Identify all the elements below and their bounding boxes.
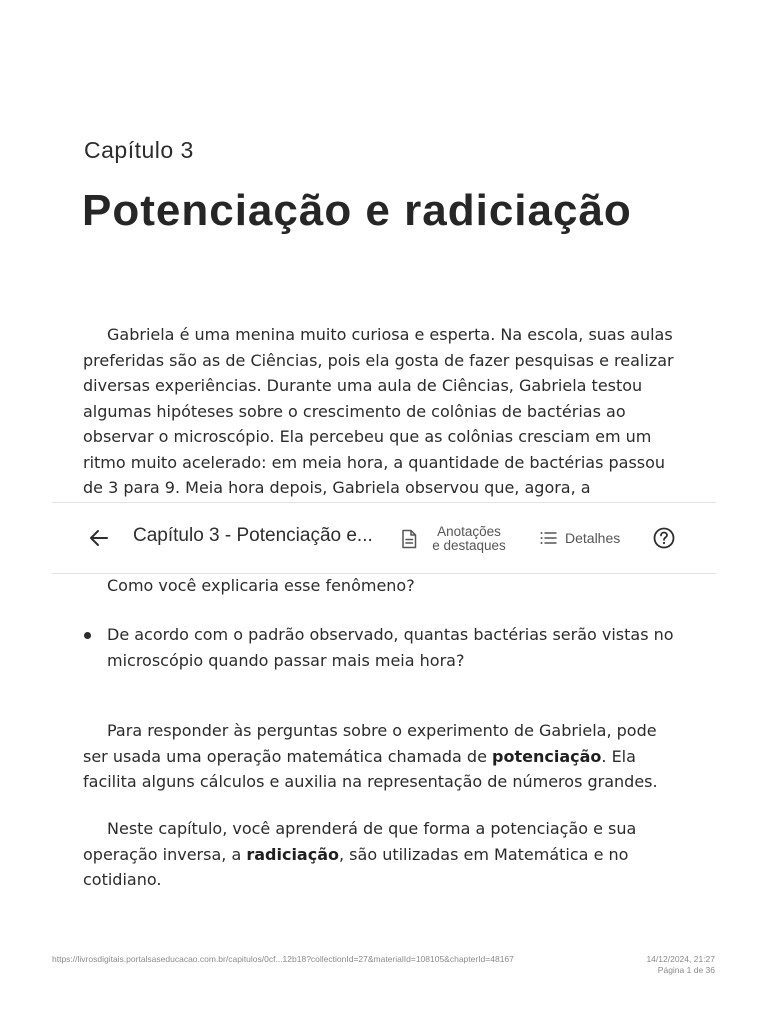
bullet-icon [84,632,91,639]
paragraph-potenciacao-text [83,718,683,795]
paragraph-radiciacao-text [83,816,683,893]
question-text: Como você explicaria esse fenômeno? [107,576,415,595]
footer-meta [646,954,715,976]
back-button[interactable] [88,527,110,549]
footer-datetime: 14/12/2024, 21:27 [646,954,715,964]
intro-paragraph [83,322,683,502]
notes-label-line2: e destaques [432,538,506,553]
reader-toolbar [52,502,716,574]
question-paragraph [83,573,683,599]
toolbar-title: Capítulo 3 - Potenciação e... [133,525,373,546]
bullet-text: De acordo com o padrão observado, quantas bactérias serão vistas no microscópio quando passar mais meia hora? [107,625,674,670]
notes-label-line1: Anotações [437,524,501,539]
text-segment: Neste capítulo, você aprenderá de que forma a potenciação e sua operação inversa, a [83,819,637,864]
bold-term-radiciacao: radiciação [246,844,339,864]
bullet-list [83,622,683,673]
intro-paragraph-text: Gabriela é uma menina muito curiosa e esperta. Na escola, suas aulas preferidas são as de Ciências, pois ela gosta de fazer pesquisas e realizar diversas experiências. Durante uma aula de Ciências, Gabriela testou algumas hipóteses sobre o crescimento de colônias de bactérias ao observar o microscópio. Ela percebeu que as colônias cresciam em um ritmo muito acelerado: em meia hora, a quantidade de bactérias passou de 3 para 9. Meia hora depois, Gabriela observou que, agora, a [83,325,674,497]
text-segment: Para responder às perguntas sobre o experimento de Gabriela, pode ser usada uma operação matemática chamada de [83,721,657,766]
bold-term-potenciacao: potenciação [492,746,602,766]
text-segment: . Ela facilita alguns cálculos e auxilia na representação de números grandes. [83,746,658,791]
list-icon [540,531,557,545]
paragraph-radiciacao [83,816,683,893]
list-item [83,622,683,673]
chapter-title: Potenciação e radiciação [82,186,632,235]
footer-url: https://livrosdigitais.portalsaseducacao.com.br/capitulos/0cf...12b18?collectionId=27&materialId=108105&chapterId=48167 [52,954,514,964]
help-button[interactable] [653,527,675,549]
document-icon [400,529,418,549]
chapter-label: Capítulo 3 [84,137,194,163]
details-label: Detalhes [565,530,621,546]
notes-label [427,525,511,553]
details-button[interactable] [540,530,620,546]
text-segment: , são utilizadas em Matemática e no cotidiano. [83,844,629,889]
notes-highlights-button[interactable] [400,523,511,555]
footer-page-number: Página 1 de 36 [657,965,715,975]
question-circle-icon [653,527,675,549]
paragraph-potenciacao [83,718,683,795]
arrow-left-icon [88,527,110,549]
